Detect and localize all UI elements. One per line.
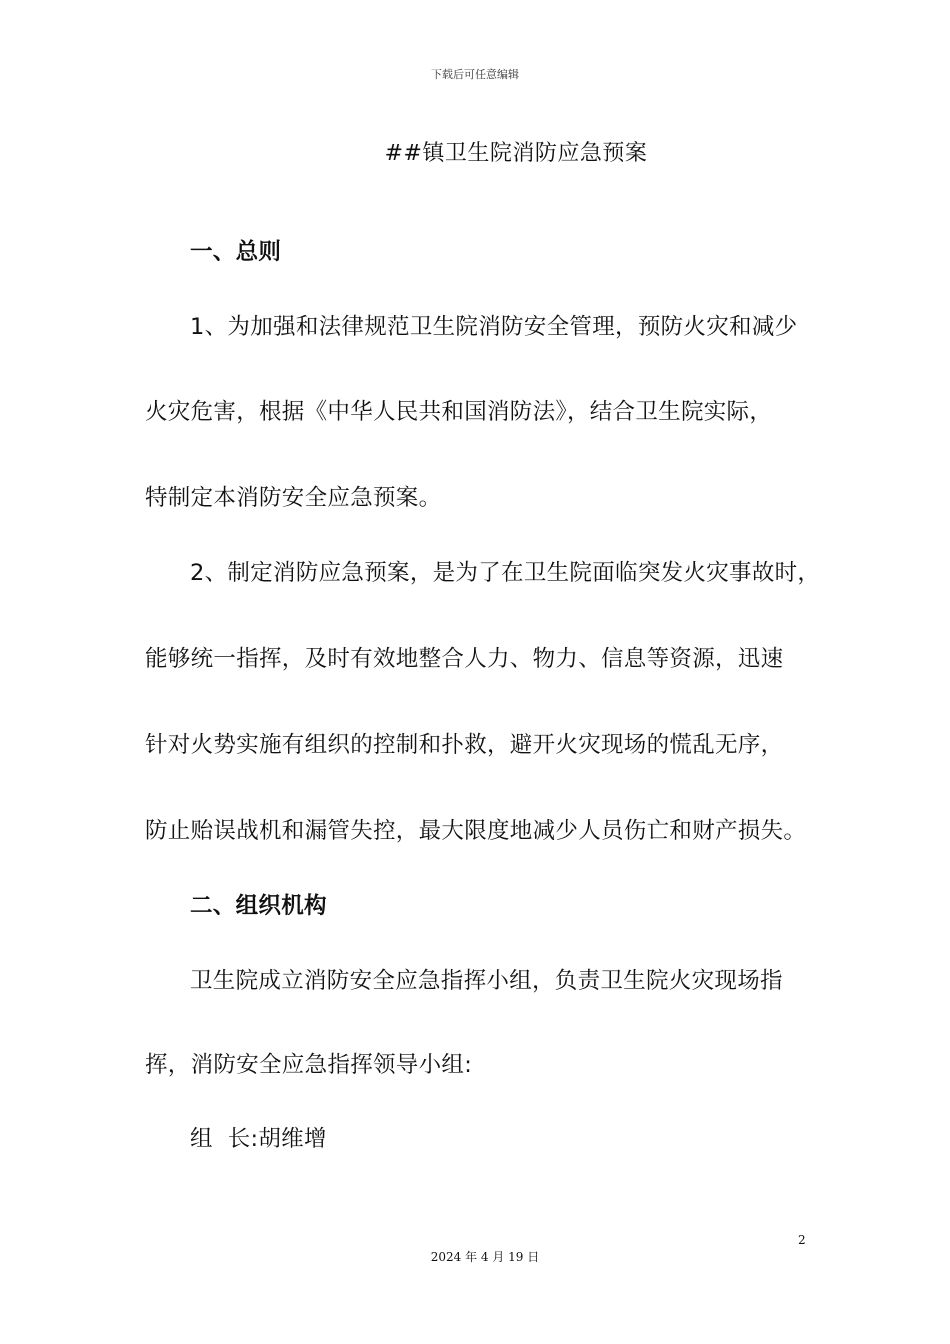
section-heading-organization: 二、组织机构 <box>190 893 327 919</box>
footer-date: 2024 年 4 月 19 日 <box>430 1250 540 1264</box>
paragraph-line: 火灾危害，根据《中华人民共和国消防法》，结合卫生院实际， <box>145 399 773 425</box>
paragraph-line: 1、为加强和法律规范卫生院消防安全管理，预防火灾和减少 <box>190 314 798 340</box>
paragraph-line: 能够统一指挥，及时有效地整合人力、物力、信息等资源，迅速 <box>145 646 784 672</box>
leader-line: 组 长:胡维增 <box>190 1126 327 1152</box>
paragraph-line: 卫生院成立消防安全应急指挥小组，负责卫生院火灾现场指 <box>190 968 783 994</box>
document-title: ##镇卫生院消防应急预案 <box>384 141 648 166</box>
paragraph-line: 防止贻误战机和漏管失控，最大限度地减少人员伤亡和财产损失。 <box>145 818 807 844</box>
page-header-note: 下载后可任意编辑 <box>431 68 519 81</box>
page-number: 2 <box>798 1233 806 1247</box>
section-heading-general: 一、总则 <box>190 239 282 265</box>
paragraph-line: 挥，消防安全应急指挥领导小组: <box>145 1052 473 1078</box>
paragraph-line: 2、制定消防应急预案，是为了在卫生院面临突发火灾事故时， <box>190 560 821 586</box>
paragraph-line: 针对火势实施有组织的控制和扑救，避开火灾现场的慌乱无序， <box>145 732 784 758</box>
paragraph-line: 特制定本消防安全应急预案。 <box>145 485 442 511</box>
